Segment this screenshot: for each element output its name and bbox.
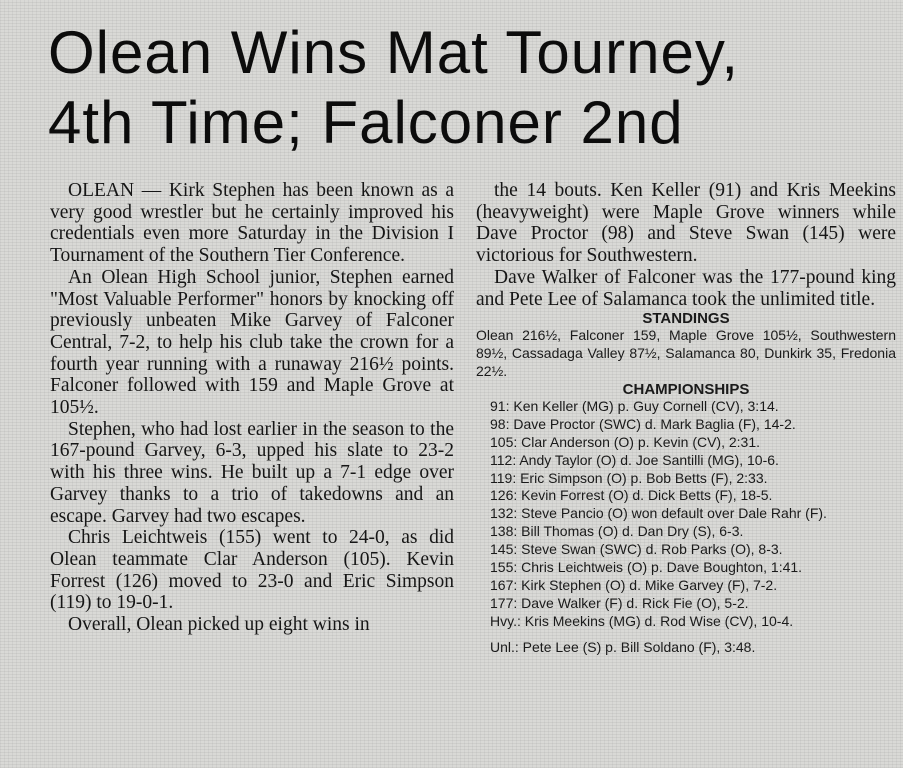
standings-text: Olean 216½, Falconer 159, Maple Grove 105½, Southwestern 89½, Cassadaga Valley 87½, Salamanca 80, Dunkirk 35, Fredonia 22½. (476, 327, 896, 380)
championship-result: 145: Steve Swan (SWC) d. Rob Parks (O), 8-3. (490, 541, 783, 558)
results-box (476, 310, 896, 656)
article-paragraph: Chris Leichtweis (155) went to 24-0, as did Olean teammate Clar Anderson (105). Kevin Forrest (126) moved to 23-0 and Eric Simpson (119) to 19-0-1. (50, 527, 454, 614)
standings-heading: STANDINGS (642, 310, 730, 328)
championship-result: 155: Chris Leichtweis (O) p. Dave Boughton, 1:41. (490, 559, 803, 576)
championship-result: Hvy.: Kris Meekins (MG) d. Rod Wise (CV), 10-4. (490, 612, 794, 629)
championship-result: 105: Clar Anderson (O) p. Kevin (CV), 2:31. (490, 433, 761, 450)
article-paragraph: Dave Walker of Falconer was the 177-pound king and Pete Lee of Salamanca took the unlimited title. (476, 266, 896, 310)
championship-result: 98: Dave Proctor (SWC) d. Mark Baglia (F), 14-2. (490, 415, 796, 432)
championship-result: 177: Dave Walker (F) d. Rick Fie (O), 5-2. (490, 594, 749, 611)
championship-result: 126: Kevin Forrest (O) d. Dick Betts (F), 18-5. (490, 487, 773, 504)
article-paragraph: OLEAN — Kirk Stephen has been known as a very good wrestler but he certainly improved his credentials even more Saturday in the Division I Tournament of the Southern Tier Conference. (50, 180, 454, 267)
championship-result: 167: Kirk Stephen (O) d. Mike Garvey (F), 7-2. (490, 577, 778, 593)
championship-result: 132: Steve Pancio (O) won default over Dale Rahr (F). (490, 505, 827, 522)
championship-result: 91: Ken Keller (MG) p. Guy Cornell (CV), 3:14. (490, 397, 779, 414)
article-paragraph: the 14 bouts. Ken Keller (91) and Kris Meekins (heavyweight) were Maple Grove winners while Dave Proctor (98) and Steve Swan (145) were victorious for Southwestern. (476, 180, 896, 267)
article-paragraph: Stephen, who had lost earlier in the season to the 167-pound Garvey, 6-3, upped his slate to 23-2 with his three wins. He built up a 7-1 edge over Garvey thanks to a trio of takedowns and an escape. Garvey had two escapes. (50, 418, 454, 527)
championship-result: 138: Bill Thomas (O) d. Dan Dry (S), 6-3. (490, 523, 744, 540)
article-column-left (50, 180, 454, 636)
article-column-right (476, 180, 896, 657)
headline-line-2: 4th Time; Falconer 2nd (48, 89, 684, 156)
championship-result: Unl.: Pete Lee (S) p. Bill Soldano (F), 3:48. (490, 638, 756, 655)
headline (48, 18, 898, 158)
championships-heading: CHAMPIONSHIPS (622, 380, 750, 398)
article-paragraph: An Olean High School junior, Stephen earned "Most Valuable Performer" honors by knocking off previously unbeaten Mike Garvey of Falconer Central, 7-2, to help his club take the crown for a fourth year running with a runaway 216½ points. Falconer followed with 159 and Maple Grove at 105½. (50, 266, 454, 419)
article-paragraph: Overall, Olean picked up eight wins in (68, 614, 370, 636)
championship-result: 119: Eric Simpson (O) p. Bob Betts (F), 2:33. (490, 469, 768, 486)
headline-line-1: Olean Wins Mat Tourney, (48, 19, 740, 86)
championship-result: 112: Andy Taylor (O) d. Joe Santilli (MG), 10-6. (490, 451, 779, 468)
